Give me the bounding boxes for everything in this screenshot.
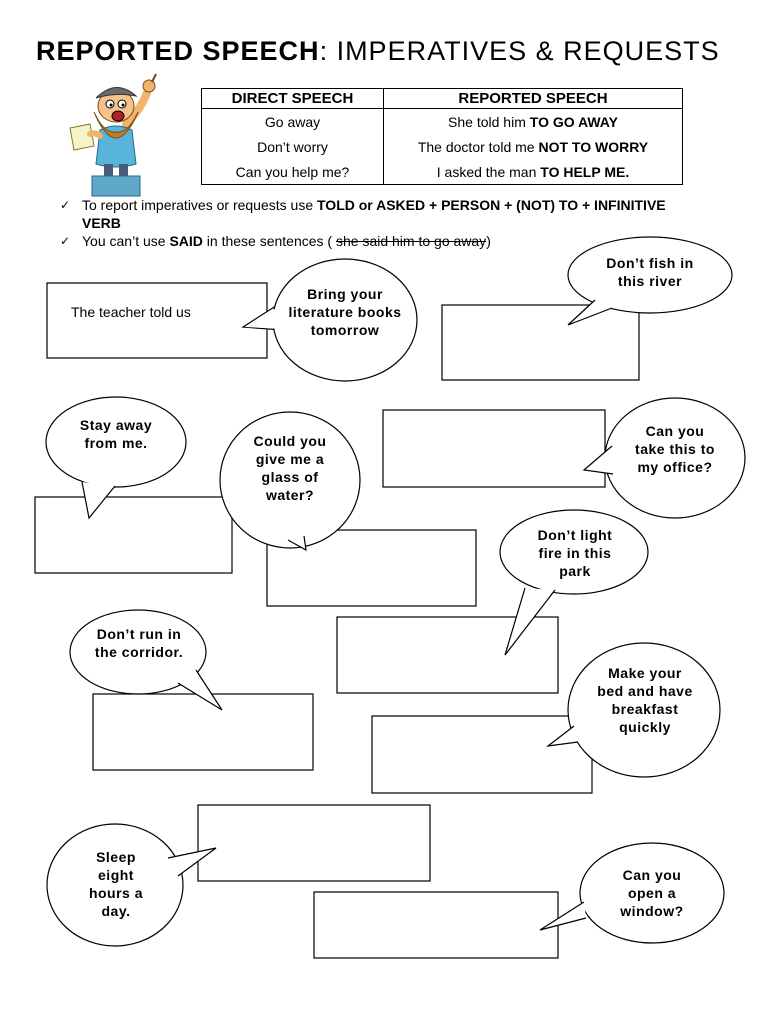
answer-box[interactable] xyxy=(198,805,430,881)
rule1-plain: To report imperatives or requests use xyxy=(82,197,317,213)
rule2-strikethrough-example: she said him to go away xyxy=(335,233,487,249)
bubble-text: Stay away from me. xyxy=(79,417,153,451)
rule2-plain: You can’t use xyxy=(82,233,170,249)
bubble-text: Don’t fish in this river xyxy=(606,255,694,289)
answer-box[interactable] xyxy=(93,694,313,770)
bubble-text: Can you open a window? xyxy=(620,867,684,919)
cell-reported-plain: She told him xyxy=(448,113,530,130)
checkmark-icon: ✓ xyxy=(60,198,71,212)
rule2-mid: in these sentences ( xyxy=(202,233,336,249)
header-direct-speech: DIRECT SPEECH xyxy=(202,89,384,109)
bubble-text: Sleep eight hours a day. xyxy=(88,849,144,919)
bubble-text: Don’t light fire in this park xyxy=(537,527,613,579)
bubble-text: Don’t run in the corridor. xyxy=(94,626,184,660)
cell-reported-bold: TO HELP ME. xyxy=(540,163,630,180)
cell-direct: Don’t worry xyxy=(202,134,384,159)
header-reported-speech: REPORTED SPEECH xyxy=(384,89,683,109)
cell-direct: Go away xyxy=(202,109,384,135)
answer-box[interactable] xyxy=(35,497,232,573)
title-rest: : IMPERATIVES & REQUESTS xyxy=(319,36,720,66)
bubble-text: Could you give me a glass of water? xyxy=(253,433,327,503)
answer-box[interactable] xyxy=(442,305,639,380)
bubble-text: Bring your literature books tomorrow xyxy=(288,286,402,338)
checkmark-icon: ✓ xyxy=(60,234,71,248)
example-answer-text: The teacher told us xyxy=(71,304,191,320)
cell-reported-bold: NOT TO WORRY xyxy=(538,138,649,155)
cell-direct: Can you help me? xyxy=(202,159,384,185)
answer-box[interactable] xyxy=(372,716,592,793)
cell-reported-plain: I asked the man xyxy=(436,163,541,180)
answer-box[interactable] xyxy=(47,283,267,358)
title-bold: REPORTED SPEECH xyxy=(36,36,320,66)
cell-reported-bold: TO GO AWAY xyxy=(529,113,618,130)
rule2-bold: SAID xyxy=(169,233,203,249)
cell-reported-plain: The doctor told me xyxy=(417,138,539,155)
bubble-text: Can you take this to my office? xyxy=(635,423,715,475)
answer-box[interactable] xyxy=(314,892,558,958)
rule1-bold: TOLD or ASKED + PERSON + (NOT) TO + INFINITIVE VERB xyxy=(82,197,666,231)
answer-box[interactable] xyxy=(383,410,605,487)
bubble-text: Make your bed and have breakfast quickly xyxy=(597,665,693,735)
rule2-end: ) xyxy=(486,233,491,249)
